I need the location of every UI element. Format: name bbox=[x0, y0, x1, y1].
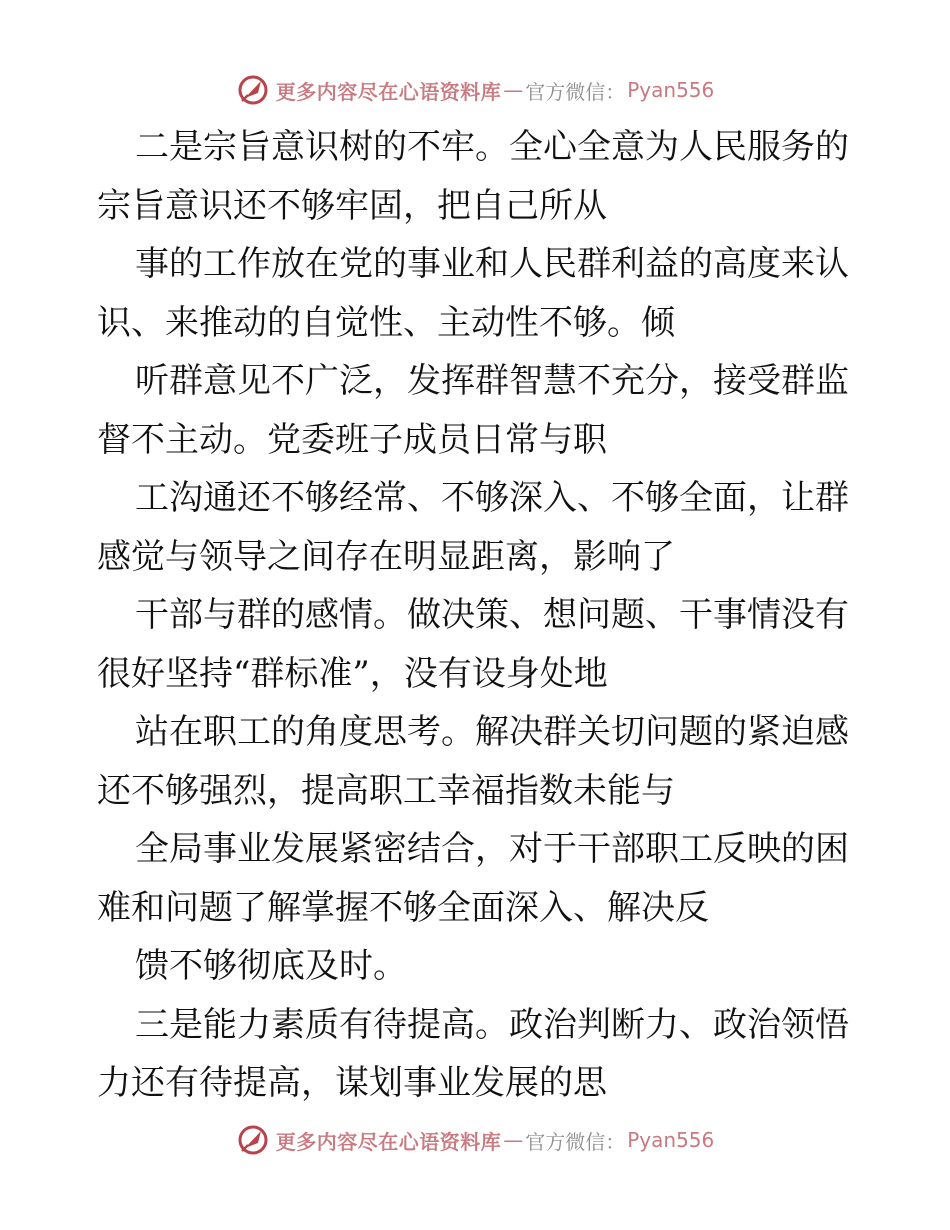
text-line: 督不主动。党委班子成员日常与职 bbox=[97, 419, 607, 460]
watermark-wechat-id: Pyan556 bbox=[627, 78, 715, 102]
text-line: 很好坚持“群标准”，没有设身处地 bbox=[97, 653, 608, 694]
watermark-dash: — bbox=[503, 1128, 524, 1152]
footer-watermark bbox=[0, 1120, 950, 1160]
text-line: 力还有待提高，谋划事业发展的思 bbox=[97, 1063, 607, 1103]
watermark-dash: — bbox=[503, 78, 524, 102]
watermark-wechat-id: Pyan556 bbox=[627, 1128, 715, 1152]
watermark-wechat-label: 官方微信： bbox=[525, 1129, 626, 1154]
text-line: 站在职工的角度思考。解决群关切问题的紧迫感 bbox=[135, 712, 849, 752]
text-line: 全局事业发展紧密结合，对于干部职工反映的困 bbox=[135, 829, 849, 869]
quill-pen-logo-icon bbox=[236, 73, 270, 107]
text-line: 还不够强烈，提高职工幸福指数未能与 bbox=[97, 770, 675, 811]
text-line: 识、来推动的自觉性、主动性不够。倾 bbox=[97, 302, 675, 343]
text-line: 宗旨意识还不够牢固，把自己所从 bbox=[97, 185, 607, 226]
document-body bbox=[97, 118, 857, 1113]
text-line: 难和问题了解掌握不够全面深入、解决反 bbox=[97, 887, 709, 928]
text-line: 听群意见不广泛，发挥群智慧不充分，接受群监 bbox=[135, 361, 849, 401]
text-line: 工沟通还不够经常、不够深入、不够全面，让群 bbox=[135, 478, 849, 518]
text-line: 馈不够彻底及时。 bbox=[135, 946, 407, 986]
text-line: 感觉与领导之间存在明显距离，影响了 bbox=[97, 536, 675, 577]
text-line: 事的工作放在党的事业和人民群利益的高度来认 bbox=[135, 244, 849, 284]
paragraph-ability bbox=[97, 996, 857, 1113]
text-line: 干部与群的感情。做决策、想问题、干事情没有 bbox=[135, 595, 849, 635]
watermark-site-name: 更多内容尽在心语资料库 bbox=[275, 1129, 502, 1154]
quill-pen-logo-icon bbox=[236, 1123, 270, 1157]
paragraph-purpose bbox=[97, 118, 857, 996]
header-watermark bbox=[0, 70, 950, 110]
text-line: 二是宗旨意识树的不牢。全心全意为人民服务的 bbox=[135, 127, 849, 167]
text-line: 三是能力素质有待提高。政治判断力、政治领悟 bbox=[135, 1004, 849, 1045]
watermark-site-name: 更多内容尽在心语资料库 bbox=[275, 79, 502, 104]
watermark-wechat-label: 官方微信： bbox=[525, 79, 626, 104]
